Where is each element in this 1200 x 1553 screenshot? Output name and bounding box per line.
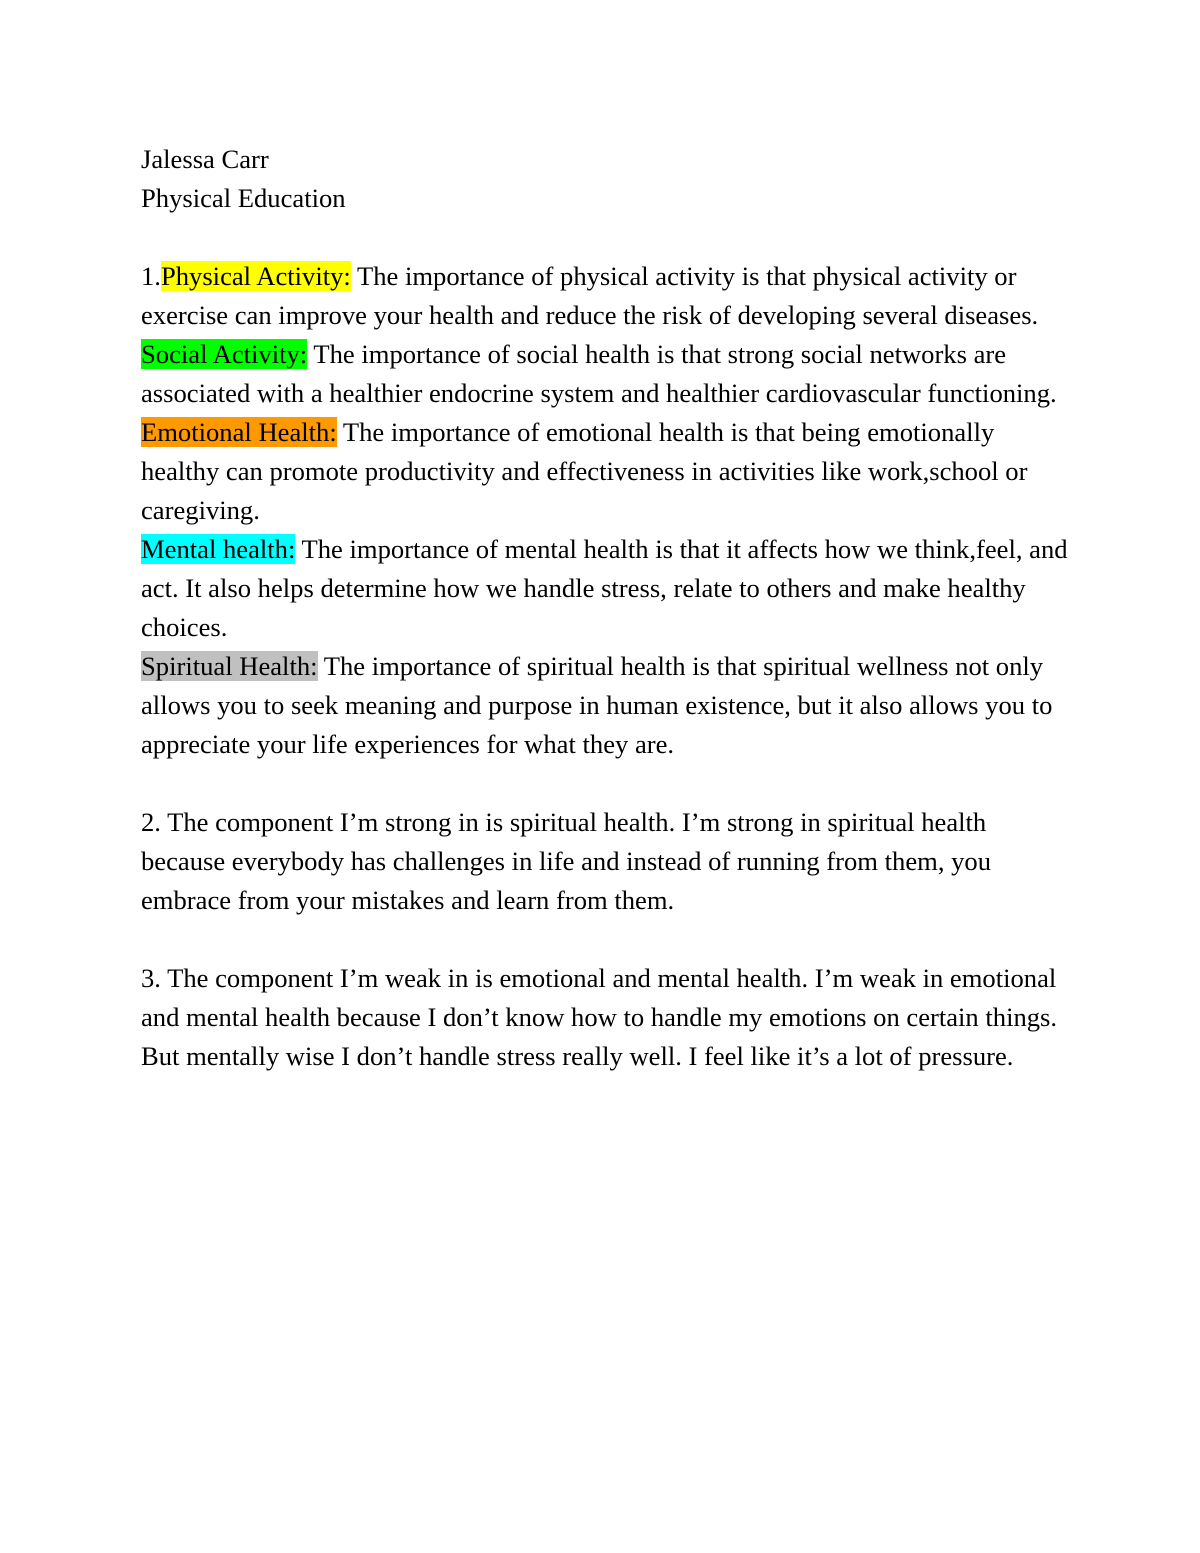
emotional-health-label: Emotional Health: <box>141 417 337 447</box>
answer-strong-component: 2. The component I’m strong in is spiritual health. I’m strong in spiritual health because everybody has challenges in life and instead of running from them, you embrace from your mistakes and learn from them. <box>141 807 992 915</box>
course-name: Physical Education <box>141 183 346 213</box>
emotional-health-text: The importance of emotional health is that being emotionally healthy can promote productivity and effectiveness in activities like work,school or caregiving. <box>141 417 1028 525</box>
item-mental-health <box>141 530 1071 647</box>
item-spiritual-health <box>141 647 1071 764</box>
physical-activity-label: Physical Activity: <box>160 261 351 291</box>
document-body <box>141 140 1071 1076</box>
item-physical-activity <box>141 257 1071 335</box>
mental-health-text: The importance of mental health is that it affects how we think,feel, and act. It also helps determine how we handle stress, relate to others and make healthy choices. <box>141 534 1068 642</box>
item-emotional-health <box>141 413 1071 530</box>
mental-health-label: Mental health: <box>141 534 296 564</box>
blank-line <box>141 218 1071 257</box>
physical-activity-text: The importance of physical activity is that physical activity or exercise can improve your health and reduce the risk of developing several diseases. <box>141 261 1039 330</box>
blank-line <box>141 920 1071 959</box>
spiritual-health-label: Spiritual Health: <box>141 651 318 681</box>
social-activity-label: Social Activity: <box>141 339 308 369</box>
social-activity-text: The importance of social health is that strong social networks are associated with a healthier endocrine system and healthier cardiovascular functioning. <box>141 339 1057 408</box>
spiritual-health-text: The importance of spiritual health is that spiritual wellness not only allows you to seek meaning and purpose in human existence, but it also allows you to appreciate your life experiences for what they are. <box>141 651 1053 759</box>
section-number: 1. <box>141 261 161 291</box>
blank-line <box>141 764 1071 803</box>
student-name: Jalessa Carr <box>141 144 269 174</box>
item-social-activity <box>141 335 1071 413</box>
answer-weak-component: 3. The component I’m weak in is emotional and mental health. I’m weak in emotional and mental health because I don’t know how to handle my emotions on certain things. But mentally wise I don’t handle stress really well. I feel like it’s a lot of pressure. <box>141 963 1058 1071</box>
